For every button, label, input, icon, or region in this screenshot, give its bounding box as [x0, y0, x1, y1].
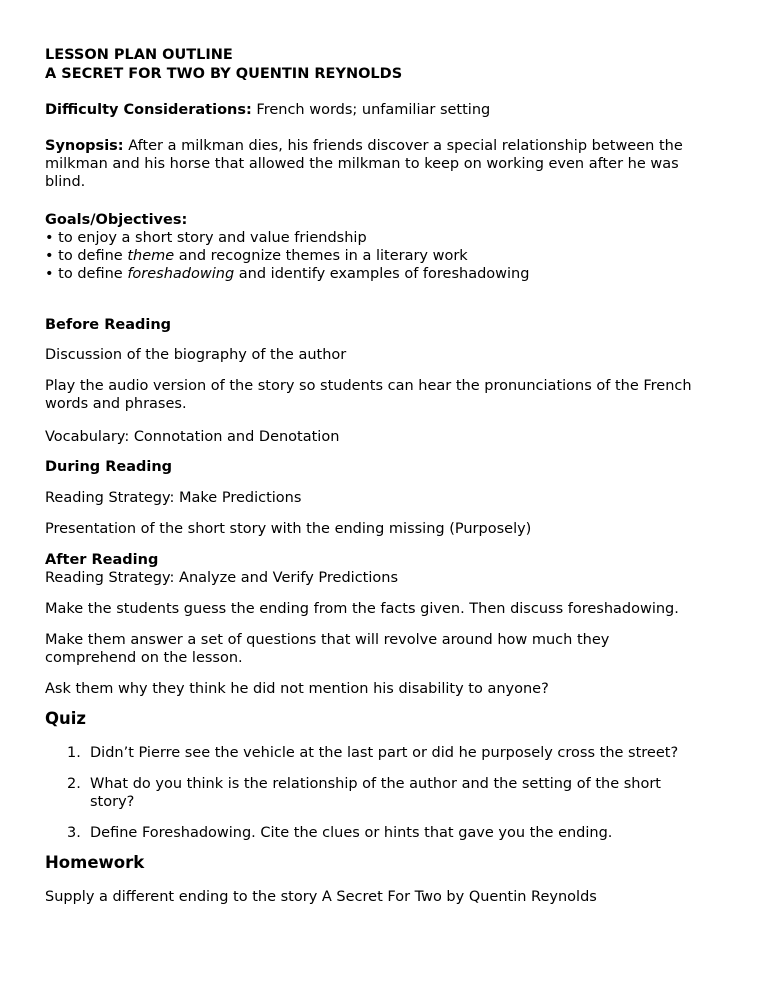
quiz-heading: Quiz: [45, 709, 87, 728]
doc-title-line1: LESSON PLAN OUTLINE: [45, 47, 233, 63]
quiz-question-number: 2.: [67, 776, 81, 792]
quiz-question-number: 1.: [67, 745, 81, 761]
before-reading-p2: [45, 377, 735, 413]
quiz-question-number: 3.: [67, 825, 81, 841]
during-reading-p1: Reading Strategy: Make Predictions: [45, 490, 302, 506]
during-reading-heading: During Reading: [45, 459, 173, 475]
after-reading-p3: [45, 631, 735, 667]
synopsis-paragraph: [45, 137, 735, 191]
synopsis-label: Synopsis:: [45, 138, 124, 154]
goals-item-text: • to define: [45, 248, 128, 264]
homework-heading: Homework: [45, 853, 145, 872]
synopsis-line1: After a milkman dies, his friends discover a special relationship between the: [128, 138, 683, 154]
goals-section: [45, 211, 735, 283]
goals-item-text: and identify examples of foreshadowing: [234, 266, 530, 282]
before-reading-p2-line1: Play the audio version of the story so students can hear the pronunciations of the French: [45, 378, 692, 394]
after-reading-p2: Make the students guess the ending from the facts given. Then discuss foreshadowing.: [45, 601, 679, 617]
before-reading-p3: Vocabulary: Connotation and Denotation: [45, 429, 340, 445]
goals-item: [45, 265, 735, 283]
after-reading-p3-line1: Make them answer a set of questions that will revolve around how much they: [45, 632, 610, 648]
quiz-question-text: What do you think is the relationship of the author and the setting of the short: [90, 776, 661, 792]
synopsis-line3: blind.: [45, 174, 86, 190]
goals-item-emphasis: foreshadowing: [127, 266, 235, 282]
synopsis-line2: milkman and his horse that allowed the milkman to keep on working even after he was: [45, 156, 679, 172]
during-reading-p2: Presentation of the short story with the ending missing (Purposely): [45, 521, 532, 537]
homework-p1: Supply a different ending to the story A Secret For Two by Quentin Reynolds: [45, 889, 597, 905]
doc-title-line2: A SECRET FOR TWO BY QUENTIN REYNOLDS: [45, 66, 403, 82]
quiz-question-text: Define Foreshadowing. Cite the clues or hints that gave you the ending.: [90, 825, 613, 841]
goals-item-emphasis: theme: [127, 248, 175, 264]
after-reading-p1: Reading Strategy: Analyze and Verify Predictions: [45, 570, 398, 586]
goals-item: • to enjoy a short story and value friendship: [45, 230, 367, 246]
quiz-question-text: story?: [90, 794, 135, 810]
before-reading-heading: Before Reading: [45, 317, 172, 333]
after-reading-p4: Ask them why they think he did not mention his disability to anyone?: [45, 681, 549, 697]
after-reading-heading: After Reading: [45, 552, 159, 568]
before-reading-p2-line2: words and phrases.: [45, 396, 187, 412]
goals-heading: Goals/Objectives:: [45, 212, 188, 228]
after-reading-p3-line2: comprehend on the lesson.: [45, 650, 243, 666]
difficulty-text: French words; unfamiliar setting: [256, 102, 491, 118]
goals-item: [45, 247, 735, 265]
difficulty-paragraph: [45, 101, 735, 119]
before-reading-p1: Discussion of the biography of the author: [45, 347, 347, 363]
goals-item-text: and recognize themes in a literary work: [174, 248, 468, 264]
goals-item-text: • to define: [45, 266, 128, 282]
difficulty-label: Difficulty Considerations:: [45, 102, 252, 118]
quiz-question-text: Didn’t Pierre see the vehicle at the last part or did he purposely cross the street?: [90, 745, 679, 761]
